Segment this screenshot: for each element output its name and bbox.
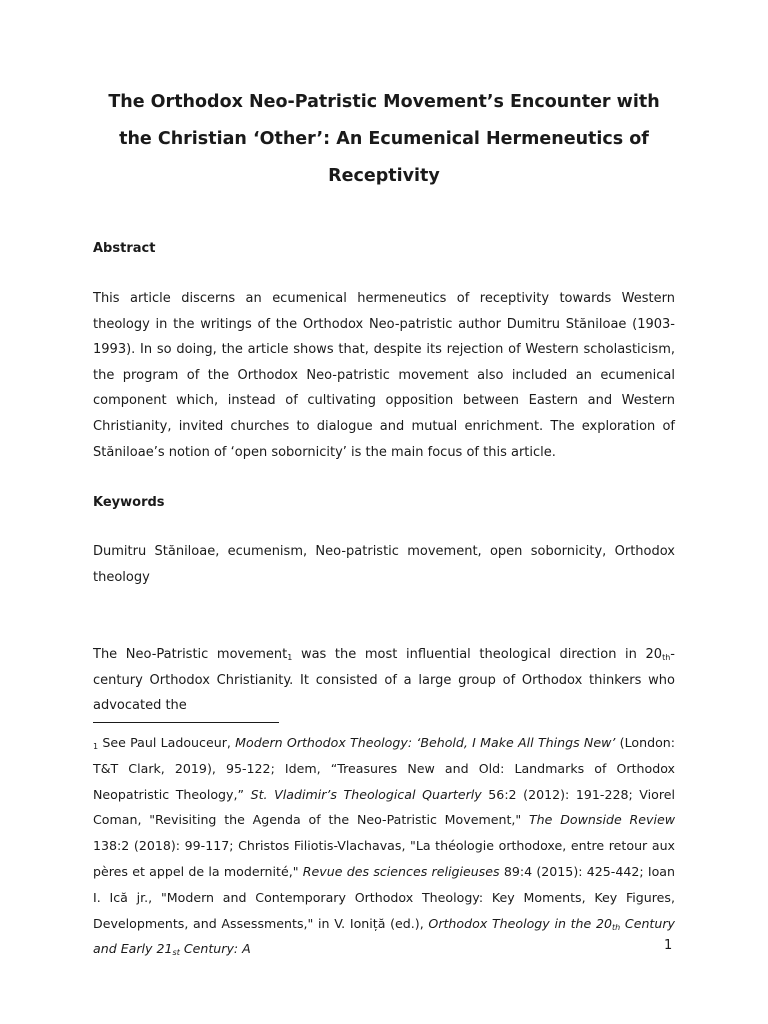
- body-paragraph: [93, 642, 675, 719]
- body-text-end: -century Orthodox Christianity. It consisted of a large group of Orthodox thinkers who advocated the: [93, 647, 675, 714]
- footnote-book-title: Orthodox Theology in the $20_{th}$ Century and Early $21_{st}$ Century: A: [93, 915, 675, 958]
- page-number: 1: [664, 938, 673, 953]
- footnote-journal-title: The Downside Review: [528, 812, 675, 828]
- footnote-text: (London: T&T Clark, 2019), 95-122; Idem, “Treasures New and Old: Landmarks of Orthodox Neopatristic Theology,”: [93, 735, 675, 802]
- footnote-separator: [93, 722, 279, 723]
- abstract-text: This article discerns an ecumenical hermeneutics of receptivity towards Western theology in the writings of the Orthodox Neo-patristic author Dumitru Stăniloae (1903-1993). In so doing, the article shows that, despite its rejection of Western scholasticism, the program of the Orthodox Neo-patristic movement also included an ecumenical component which, instead of cultivating opposition between Eastern and Western Christianity, invited churches to dialogue and mutual enrichment. The exploration of Stăniloae’s notion of ‘open sobornicity’ is the main focus of this article.: [93, 291, 675, 460]
- footnote-marker: 1: [93, 742, 99, 751]
- footnote-text: 89:4 (2015): 425-442; Ioan I. Ică jr., "Modern and Contemporary Orthodox Theology: Key Moments, Key Figures, Developments, and Assessments," in V. Ioniță (ed.),: [93, 863, 675, 931]
- footnote-journal-title: St. Vladimir’s Theological Quarterly: [250, 786, 482, 802]
- footnote-text: See Paul Ladouceur,: [98, 735, 236, 750]
- footnote-reference[interactable]: 1: [287, 653, 293, 662]
- article-title: The Orthodox Neo-Patristic Movement’s Encounter with the Christian ‘Other’: An Ecumenical Hermeneutics of Receptivity: [108, 92, 660, 186]
- footnote-text: 138:2 (2018): 99-117; Christos Filiotis-Vlachavas, "La théologie orthodoxe, entre retour aux pères et appel de la modernité,": [93, 838, 675, 879]
- abstract-heading: Abstract: [93, 241, 156, 256]
- footnote-1: [93, 730, 675, 962]
- footnote-journal-title: Revue des sciences religieuses: [302, 863, 500, 879]
- footnote-text: 56:2 (2012): 191-228; Viorel Coman, "Revisiting the Agenda of the Neo-Patristic Movement,": [93, 786, 675, 828]
- body-text-start: The Neo-Patristic movement: [93, 647, 288, 662]
- ordinal-suffix: th: [662, 653, 671, 662]
- keywords-text: Dumitru Stăniloae, ecumenism, Neo-patristic movement, open sobornicity, Orthodox theology: [93, 544, 675, 585]
- keywords-heading: Keywords: [93, 495, 165, 510]
- footnote-book-title: Modern Orthodox Theology: ‘Behold, I Make All Things New’: [235, 735, 616, 750]
- body-text-mid: was the most influential theological direction in 20: [292, 647, 663, 662]
